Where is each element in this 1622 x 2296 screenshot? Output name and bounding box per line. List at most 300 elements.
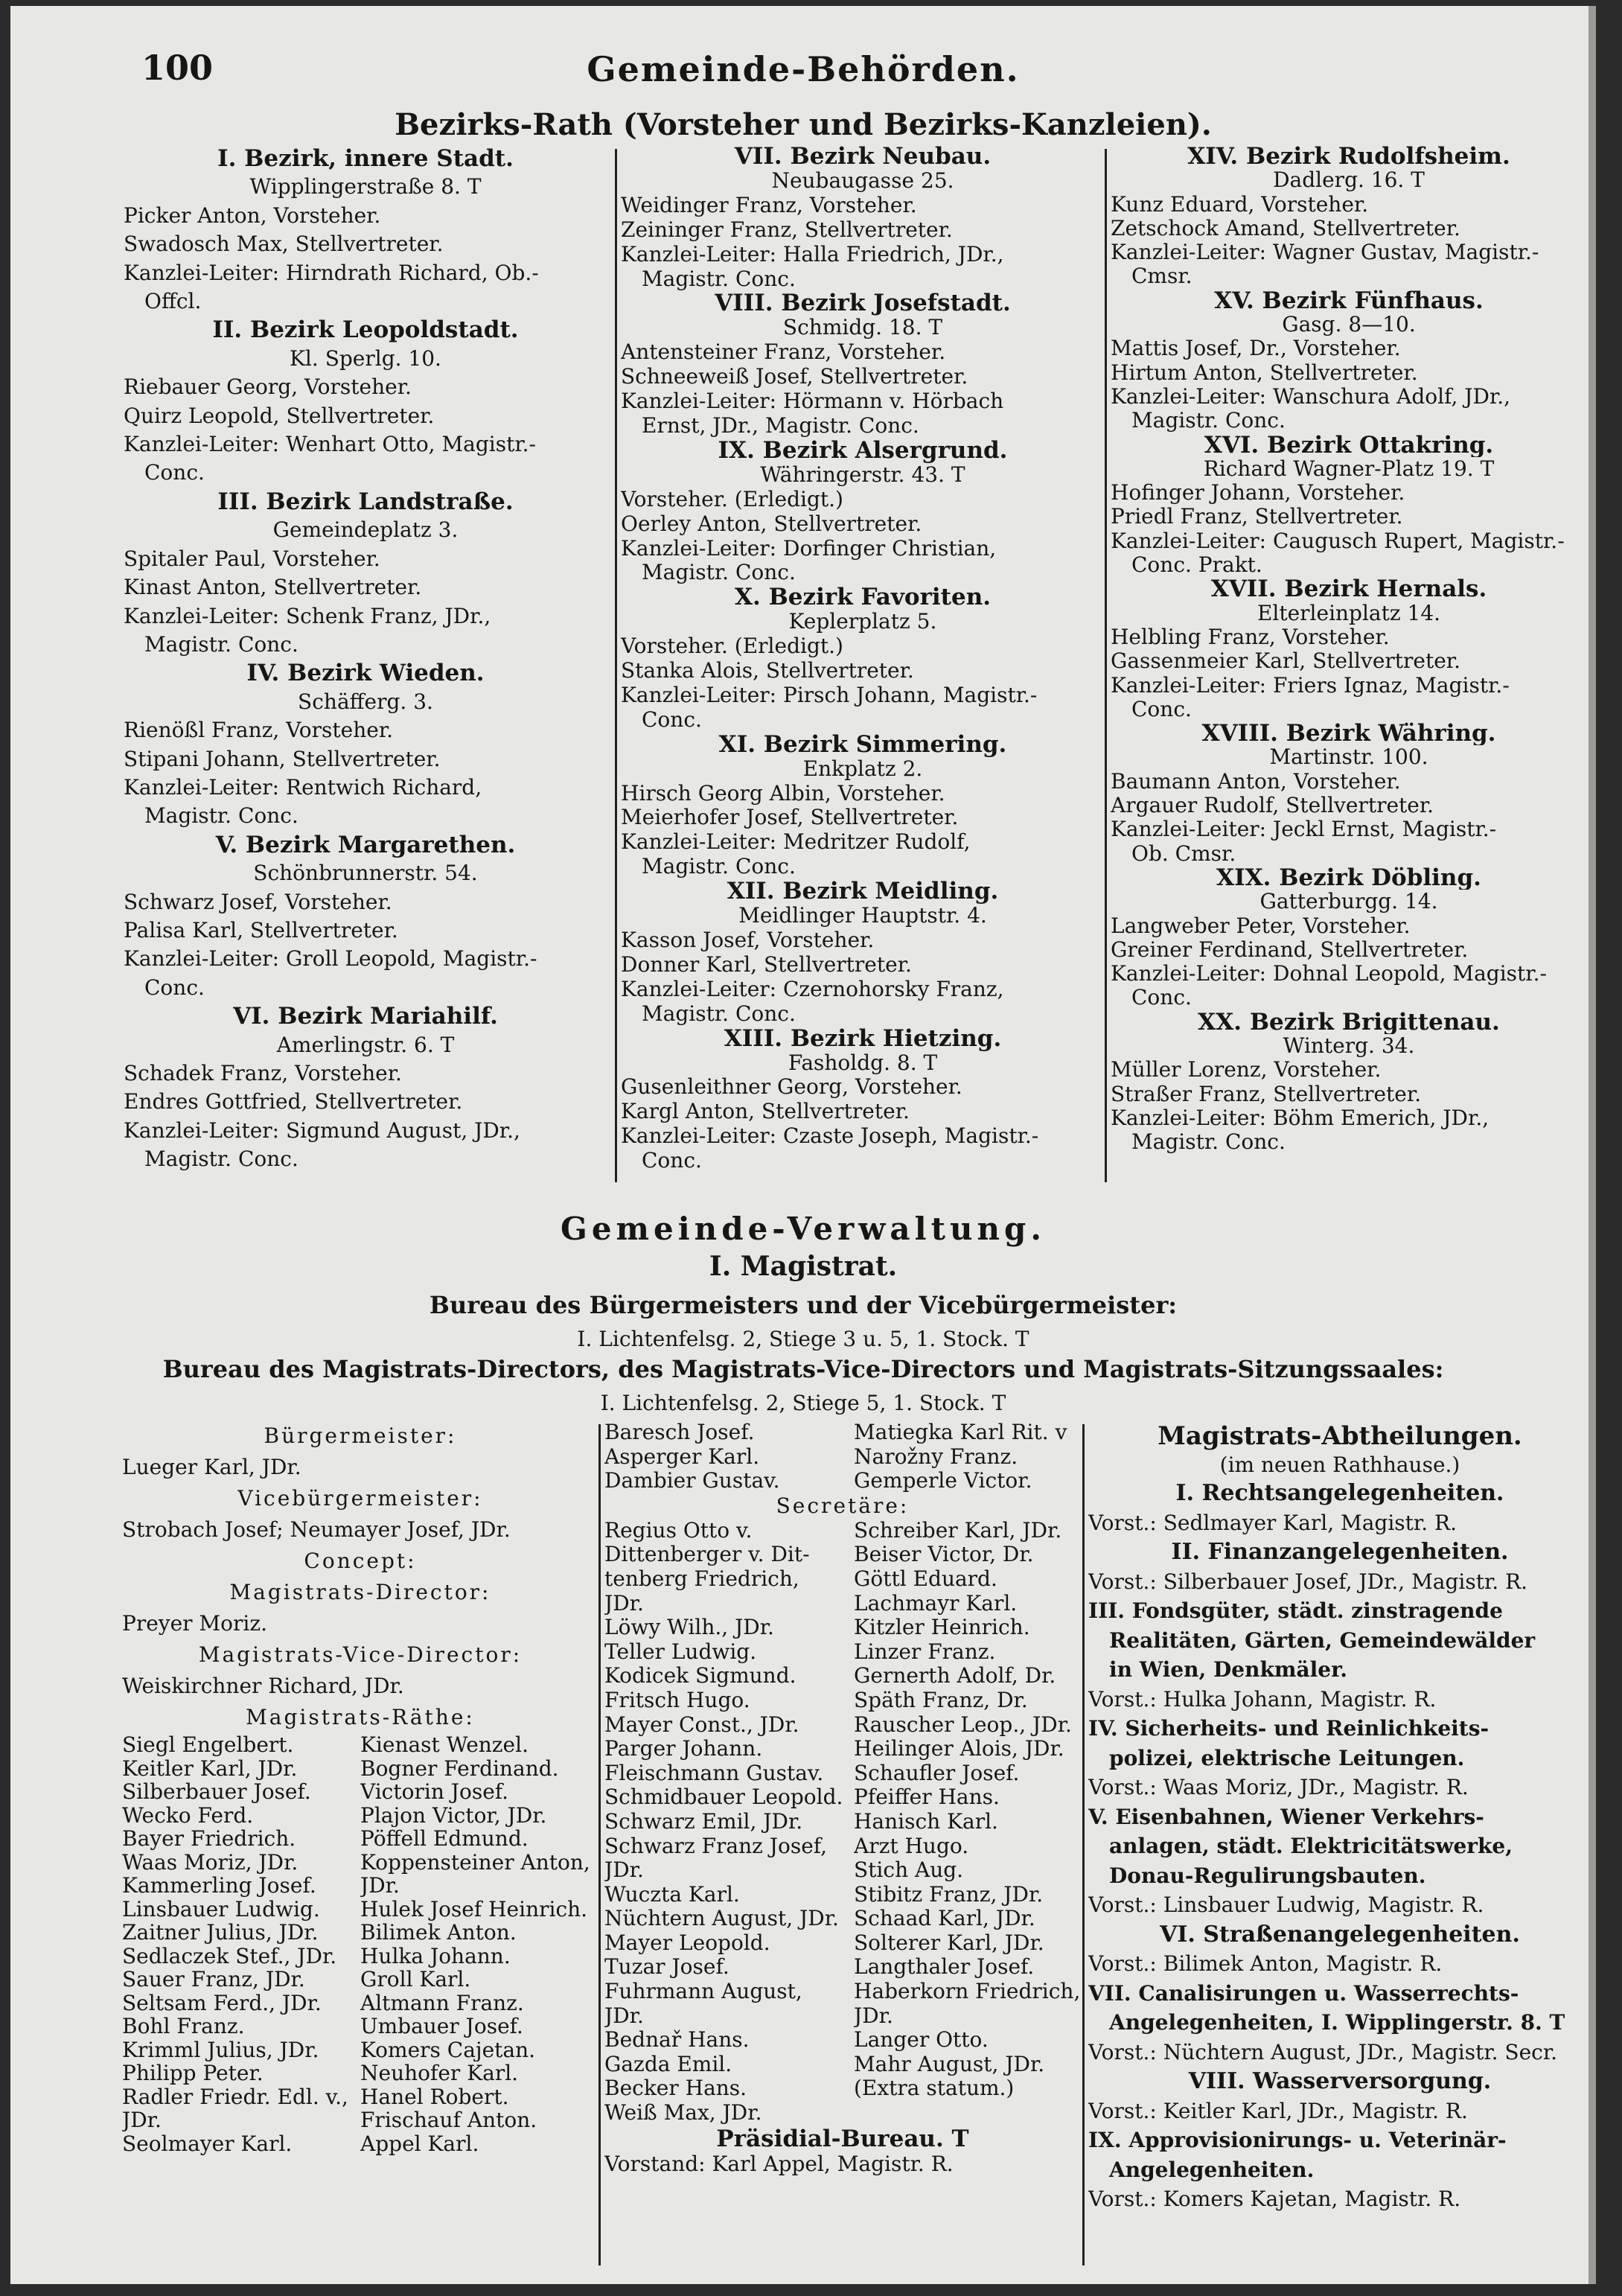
entry-line: Kanzlei-Leiter: Wenhart Otto, Magistr.- <box>124 432 537 457</box>
secretary-row-name: Wuczta Karl. <box>604 1882 740 1907</box>
concept-entry: Lueger Karl, JDr. <box>122 1455 301 1479</box>
councillor-name: Hanel Robert. <box>360 2085 509 2108</box>
secretary-row-name: JDr. <box>604 1858 644 1883</box>
councillor-name: Groll Karl. <box>360 1968 471 1992</box>
councillor-row <box>122 1827 598 1851</box>
scanned-page <box>10 6 1596 2284</box>
district-heading: IV. Bezirk Wieden. <box>246 660 485 687</box>
councillor-name: Umbauer Josef. <box>360 2015 523 2038</box>
district-heading: XVII. Bezirk Hernals. <box>1210 577 1487 602</box>
secretary-row-name: Hanisch Karl. <box>854 1809 998 1834</box>
secretary-row-name: Beiser Victor, Dr. <box>854 1543 1034 1567</box>
councillor-row <box>122 1851 598 1875</box>
bureau-mayor-heading: Bureau des Bürgermeisters und der Vicebürgermeister: <box>429 1291 1178 1319</box>
department-heading: VIII. Wasserversorgung. <box>1188 2068 1492 2094</box>
column-rule <box>598 1424 601 2265</box>
entry-line: Weidinger Franz, Vorsteher. <box>621 193 917 217</box>
district-heading: VIII. Bezirk Josefstadt. <box>715 291 1011 316</box>
councillor-name: Kammerling Josef. <box>122 1874 316 1898</box>
department-heading: polizei, elektrische Leitungen. <box>1109 1745 1465 1770</box>
secretary-row <box>604 1883 1081 1907</box>
column-rule <box>615 149 617 1182</box>
entry-line: Conc. <box>1131 986 1192 1010</box>
department-heading: VI. Straßenangelegenheiten. <box>1160 1921 1520 1948</box>
entry-line: Baumann Anton, Vorsteher. <box>1111 769 1401 794</box>
secretary-row <box>604 1713 1081 1738</box>
entry-line: Conc. Prakt. <box>1131 553 1262 578</box>
secretary-row-name: Kitzler Heinrich. <box>854 1616 1030 1640</box>
district-address: Schäfferg. 3. <box>298 689 433 714</box>
secretary-row-name: Mahr August, JDr. <box>854 2052 1045 2076</box>
secretary-row-name: Gazda Emil. <box>604 2052 732 2076</box>
councillor-name: Komers Cajetan. <box>360 2038 536 2061</box>
entry-line: Oerley Anton, Stellvertreter. <box>621 511 922 536</box>
secretary-row-name: Schaad Karl, JDr. <box>854 1907 1035 1931</box>
secretary-row-name: JDr. <box>604 1591 644 1616</box>
entry-line: Conc. <box>642 1149 702 1173</box>
secretary-row <box>604 1543 1081 1567</box>
entry-line: Kanzlei-Leiter: Hörmann v. Hörbach <box>621 389 1004 414</box>
secretary-row-name: tenberg Friedrich, <box>604 1566 799 1591</box>
entry-line: Kanzlei-Leiter: Hirndrath Richard, Ob.- <box>124 260 539 285</box>
department-heading: Donau-Regulirungsbauten. <box>1109 1863 1426 1888</box>
entry-line: Kargl Anton, Stellvertreter. <box>621 1100 910 1124</box>
district-address: Neubaugasse 25. <box>771 168 954 193</box>
entry-line: Priedl Franz, Stellvertreter. <box>1111 505 1403 529</box>
councillor-name: Koppensteiner Anton, <box>360 1850 590 1874</box>
district-heading: IX. Bezirk Alsergrund. <box>718 438 1008 463</box>
secretary-row-name: Teller Ludwig. <box>604 1639 757 1664</box>
secretaries-label: Secretäre: <box>776 1493 910 1518</box>
entry-line: Kanzlei-Leiter: Rentwich Richard, <box>124 774 482 800</box>
entry-line: Kanzlei-Leiter: Czernohorsky Franz, <box>621 977 1004 1001</box>
entry-line: Langweber Peter, Vorsteher. <box>1111 913 1411 938</box>
department-head: Vorst.: Sedlmayer Karl, Magistr. R. <box>1088 1510 1457 1535</box>
district-heading: II. Bezirk Leopoldstadt. <box>212 316 519 344</box>
entry-line: Donner Karl, Stellvertreter. <box>621 952 912 977</box>
district-heading: I. Bezirk, innere Stadt. <box>217 145 514 172</box>
secretary-row <box>604 1955 1081 1980</box>
district-address: Wipplingerstraße 8. T <box>249 174 482 200</box>
entry-line: Zetschock Amand, Stellvertreter. <box>1111 216 1460 240</box>
secretary-row-name: Rauscher Leop., JDr. <box>854 1712 1072 1737</box>
district-heading: VI. Bezirk Mariahilf. <box>233 1003 498 1030</box>
secretary-row-name: Kodicek Sigmund. <box>604 1664 796 1688</box>
entry-line: Magistr. Conc. <box>144 803 298 829</box>
district-heading: XIV. Bezirk Rudolfsheim. <box>1187 144 1510 169</box>
department-heading: IX. Approvisionirungs- u. Veterinär- <box>1088 2128 1507 2152</box>
councillor-row <box>122 2085 598 2109</box>
secretary-row-name: Lachmayr Karl. <box>854 1591 1018 1616</box>
entry-line: Magistr. Conc. <box>642 561 796 585</box>
department-heading: I. Rechtsangelegenheiten. <box>1175 1480 1504 1506</box>
department-head: Vorst.: Waas Moriz, JDr., Magistr. R. <box>1088 1775 1469 1799</box>
district-heading: XX. Bezirk Brigittenau. <box>1198 1010 1500 1034</box>
concept-entry: Bürgermeister: <box>264 1423 457 1448</box>
councillor-name: Keitler Karl, JDr. <box>122 1756 298 1780</box>
councillor-row-name: Asperger Karl. <box>604 1444 760 1469</box>
secretary-row <box>604 1785 1081 1810</box>
entry-line: Kanzlei-Leiter: Groll Leopold, Magistr.- <box>124 946 537 972</box>
councillor-row-name: Narožny Franz. <box>854 1444 1018 1469</box>
entry-line: Vorsteher. (Erledigt.) <box>621 487 843 511</box>
department-heading: Angelegenheiten. <box>1109 2157 1315 2182</box>
councillor-row <box>604 1469 1081 1493</box>
secretary-row-name: Linzer Franz. <box>854 1639 996 1664</box>
secretary-row-name: Regius Otto v. <box>604 1518 753 1543</box>
district-heading: X. Bezirk Favoriten. <box>734 585 992 610</box>
entry-line: Meierhofer Josef, Stellvertreter. <box>621 806 959 830</box>
district-address: Währingerstr. 43. T <box>760 462 965 487</box>
councillor-row <box>122 2061 598 2085</box>
entry-line: Mattis Josef, Dr., Vorsteher. <box>1111 337 1401 361</box>
entry-line: Argauer Rudolf, Stellvertreter. <box>1111 794 1434 818</box>
district-heading: XVI. Bezirk Ottakring. <box>1204 433 1494 457</box>
departments-column <box>1088 1420 1591 2214</box>
councillor-name: Silberbauer Josef. <box>122 1780 311 1804</box>
district-address: Keplerplatz 5. <box>788 610 937 634</box>
secretary-row-name: Fleischmann Gustav. <box>604 1761 824 1785</box>
councillor-name: Pöffell Edmund. <box>360 1827 529 1851</box>
councillor-name: Philipp Peter. <box>122 2061 264 2085</box>
secretary-row-name: Göttl Eduard. <box>854 1566 997 1591</box>
entry-line: Stanka Alois, Stellvertreter. <box>621 659 914 683</box>
councillor-row-name: Baresch Josef. <box>604 1420 755 1444</box>
district-heading: XVIII. Bezirk Währing. <box>1201 721 1496 746</box>
councillor-row <box>122 1733 598 1757</box>
councillor-name: Plajon Victor, JDr. <box>360 1803 547 1827</box>
secretary-row <box>604 2028 1081 2053</box>
entry-line: Gassenmeier Karl, Stellvertreter. <box>1111 649 1461 674</box>
secretary-row <box>604 2101 1081 2126</box>
councillor-name: Krimml Julius, JDr. <box>122 2038 319 2061</box>
councillor-row <box>122 2038 598 2062</box>
secretary-row-name: Becker Hans. <box>604 2076 747 2101</box>
councillor-name: Hulka Johann. <box>360 1944 511 1968</box>
page-title: Gemeinde-Behörden. <box>587 49 1020 89</box>
councillor-row <box>122 1780 598 1804</box>
secretary-row-name: Löwy Wilh., JDr. <box>604 1616 774 1640</box>
entry-line: Stipani Johann, Stellvertreter. <box>124 746 441 771</box>
entry-line: Kanzlei-Leiter: Medritzer Rudolf, <box>621 830 971 855</box>
secretary-row-name: Schreiber Karl, JDr. <box>854 1518 1062 1543</box>
secretary-row <box>604 1858 1081 1883</box>
entry-line: Kanzlei-Leiter: Halla Friedrich, JDr., <box>621 242 1004 267</box>
entry-line: Magistr. Conc. <box>144 631 298 657</box>
councillor-name: Bilimek Anton. <box>360 1921 517 1945</box>
councillor-name: Zaitner Julius, JDr. <box>122 1921 319 1945</box>
secretaries-column <box>604 1420 1081 2176</box>
district-heading: XV. Bezirk Fünfhaus. <box>1214 288 1484 313</box>
entry-line: Cmsr. <box>1131 264 1192 289</box>
entry-line: Hofinger Johann, Vorsteher. <box>1111 481 1405 506</box>
district-heading: XIX. Bezirk Döbling. <box>1216 865 1481 890</box>
secretary-row-name: Gernerth Adolf, Dr. <box>854 1664 1056 1688</box>
entry-line: Magistr. Conc. <box>1131 1130 1286 1155</box>
secretary-row-name: JDr. <box>604 2003 644 2028</box>
entry-line: Greiner Ferdinand, Stellvertreter. <box>1111 937 1469 962</box>
secretary-row-name: Bednař Hans. <box>604 2028 750 2053</box>
councillor-name: Frischauf Anton. <box>360 2108 537 2132</box>
entry-line: Schwarz Josef, Vorsteher. <box>124 889 392 914</box>
concept-entry: Vicebürgermeister: <box>237 1486 483 1511</box>
magistrat-heading: I. Magistrat. <box>709 1251 898 1282</box>
district-address: Schmidg. 18. T <box>782 316 943 340</box>
concept-entry: Strobach Josef; Neumayer Josef, JDr. <box>122 1517 511 1542</box>
district-address: Kl. Sperlg. 10. <box>290 345 441 371</box>
secretary-row <box>604 1834 1081 1859</box>
entry-line: Antensteiner Franz, Vorsteher. <box>621 340 946 365</box>
councillor-name: Neuhofer Karl. <box>360 2061 519 2085</box>
entry-line: Kanzlei-Leiter: Böhm Emerich, JDr., <box>1111 1106 1490 1130</box>
department-heading: Angelegenheiten, I. Wipplingerstr. 8. T <box>1109 2010 1565 2035</box>
entry-line: Zeininger Franz, Stellvertreter. <box>621 217 953 242</box>
secretary-row-name: Stibitz Franz, JDr. <box>854 1882 1044 1907</box>
district-address: Winterg. 34. <box>1283 1033 1415 1058</box>
concept-column <box>122 1420 598 2155</box>
councillor-name: Siegl Engelbert. <box>122 1733 294 1757</box>
secretary-row-name: JDr. <box>854 2003 893 2028</box>
section-heading-gemeinde-verwaltung: Gemeinde-Verwaltung. <box>560 1211 1047 1247</box>
district-address: Martinstr. 100. <box>1269 745 1428 770</box>
councillor-row <box>122 1968 598 1992</box>
councillor-row <box>122 1874 598 1898</box>
entry-line: Quirz Leopold, Stellvertreter. <box>124 403 435 428</box>
department-heading: IV. Sicherheits- und Reinlichkeits- <box>1088 1716 1490 1741</box>
entry-line: Kanzlei-Leiter: Pirsch Johann, Magistr.- <box>621 683 1038 707</box>
entry-line: Helbling Franz, Vorsteher. <box>1111 625 1390 649</box>
secretary-row <box>604 1640 1081 1665</box>
secretary-row-name: Fuhrmann August, <box>604 1980 802 2004</box>
councillor-name: Kienast Wenzel. <box>360 1733 529 1757</box>
entry-line: Kanzlei-Leiter: Sigmund August, JDr., <box>124 1117 520 1143</box>
entry-line: Swadosch Max, Stellvertreter. <box>124 232 444 257</box>
councillor-name: Bogner Ferdinand. <box>360 1756 559 1780</box>
concept-entry: Magistrats-Vice-Director: <box>198 1642 523 1667</box>
councillor-name: Radler Friedr. Edl. v., <box>122 2085 348 2108</box>
entry-line: Magistr. Conc. <box>1131 409 1286 433</box>
councillor-name: Seltsam Ferd., JDr. <box>122 1991 322 2015</box>
councillor-name: Wecko Ferd. <box>122 1803 254 1827</box>
presidial-bureau-head: Vorstand: Karl Appel, Magistr. R. <box>604 2152 954 2176</box>
district-heading: XIII. Bezirk Hietzing. <box>724 1026 1002 1051</box>
entry-line: Hirtum Anton, Stellvertreter. <box>1111 360 1418 385</box>
secretary-row <box>604 1810 1081 1834</box>
district-address: Meidlinger Hauptstr. 4. <box>738 904 987 928</box>
department-head: Vorst.: Linsbauer Ludwig, Magistr. R. <box>1088 1892 1484 1917</box>
department-heading: VII. Canalisirungen u. Wasserrechts- <box>1088 1980 1519 2006</box>
district-heading: XII. Bezirk Meidling. <box>727 879 999 905</box>
secretary-row-name: Nüchtern August, JDr. <box>604 1907 839 1931</box>
entry-line: Ob. Cmsr. <box>1131 841 1236 866</box>
entry-line: Conc. <box>1131 697 1192 721</box>
secretary-row-name: Schmidbauer Leopold. <box>604 1785 843 1810</box>
councillor-row <box>122 1804 598 1828</box>
councillor-name: Altmann Franz. <box>360 1991 524 2015</box>
councillor-row-name: Gemperle Victor. <box>854 1469 1032 1493</box>
secretary-row-name: Solterer Karl, JDr. <box>854 1930 1044 1955</box>
department-head: Vorst.: Komers Kajetan, Magistr. R. <box>1088 2187 1461 2211</box>
secretary-row-name: Arzt Hugo. <box>854 1834 969 1858</box>
councillor-row <box>122 2132 598 2156</box>
secretary-row-name: Schaufler Josef. <box>854 1761 1020 1785</box>
entry-line: Kinast Anton, Stellvertreter. <box>124 575 422 600</box>
secretary-row-name: (Extra statum.) <box>854 2076 1015 2101</box>
department-heading: II. Finanzangelegenheiten. <box>1171 1539 1509 1565</box>
secretary-row-name: Parger Johann. <box>604 1737 763 1761</box>
district-address: Elterleinplatz 14. <box>1257 601 1441 625</box>
entry-line: Hirsch Georg Albin, Vorsteher. <box>621 781 945 806</box>
entry-line: Conc. <box>642 707 702 732</box>
councillor-row <box>604 1420 1081 1445</box>
district-address: Enkplatz 2. <box>802 756 923 781</box>
department-heading: III. Fondsgüter, städt. zinstragende <box>1088 1598 1503 1623</box>
district-address: Gemeindeplatz 3. <box>272 517 459 543</box>
entry-line: Schadek Franz, Vorsteher. <box>124 1061 402 1085</box>
councillor-name: Bayer Friedrich. <box>122 1827 296 1851</box>
secretary-row <box>604 1761 1081 1786</box>
presidial-bureau-heading: Präsidial-Bureau. T <box>716 2125 969 2152</box>
entry-line: Riebauer Georg, Vorsteher. <box>124 374 412 400</box>
department-heading: anlagen, städt. Elektricitätswerke, <box>1109 1834 1513 1858</box>
district-heading: V. Bezirk Margarethen. <box>215 831 516 858</box>
district-address: Fasholdg. 8. T <box>788 1050 938 1075</box>
entry-line: Conc. <box>144 460 205 485</box>
entry-line: Magistr. Conc. <box>642 855 796 879</box>
secretary-row-name: Heilinger Alois, JDr. <box>854 1737 1064 1761</box>
councillor-row-name: Dambier Gustav. <box>604 1469 780 1493</box>
councillor-row <box>122 2108 598 2132</box>
district-heading: III. Bezirk Landstraße. <box>217 488 514 515</box>
entry-line: Kanzlei-Leiter: Schenk Franz, JDr., <box>124 603 491 628</box>
section-heading-bezirks-rath: Bezirks-Rath (Vorsteher und Bezirks-Kanzleien). <box>395 107 1212 142</box>
department-head: Vorst.: Hulka Johann, Magistr. R. <box>1088 1686 1437 1712</box>
entry-line: Rienößl Franz, Vorsteher. <box>124 718 394 743</box>
councillor-row <box>122 1992 598 2015</box>
secretary-row <box>604 1737 1081 1761</box>
secretary-row-name: Tuzar Josef. <box>604 1955 729 1980</box>
entry-line: Kanzlei-Leiter: Dohnal Leopold, Magistr.- <box>1111 962 1547 986</box>
department-head: Vorst.: Keitler Karl, JDr., Magistr. R. <box>1088 2098 1468 2123</box>
entry-line: Magistr. Conc. <box>642 1001 796 1026</box>
councillor-row <box>122 1945 598 1968</box>
secretary-row-name: Späth Franz, Dr. <box>854 1688 1028 1712</box>
secretary-row-name: Weiß Max, JDr. <box>604 2101 762 2126</box>
department-head: Vorst.: Nüchtern August, JDr., Magistr. Secr. <box>1088 2039 1558 2064</box>
entry-line: Spitaler Paul, Vorsteher. <box>124 546 380 571</box>
district-heading: XI. Bezirk Simmering. <box>718 732 1007 757</box>
district-column-3 <box>1111 144 1587 1154</box>
entry-line: Kasson Josef, Vorsteher. <box>621 928 875 952</box>
secretary-row <box>604 1567 1081 1592</box>
entry-line: Kanzlei-Leiter: Czaste Joseph, Magistr.- <box>621 1124 1039 1149</box>
concept-entry: Magistrats-Director: <box>229 1580 491 1604</box>
entry-line: Müller Lorenz, Vorsteher. <box>1111 1058 1382 1082</box>
entry-line: Schneeweiß Josef, Stellvertreter. <box>621 365 968 389</box>
secretary-row <box>604 1664 1081 1688</box>
district-address: Schönbrunnerstr. 54. <box>253 861 478 886</box>
secretary-row-name: Langthaler Josef. <box>854 1955 1035 1980</box>
district-address: Gasg. 8—10. <box>1282 313 1416 337</box>
bureau-director-address: I. Lichtenfelsg. 2, Stiege 5, 1. Stock. T <box>600 1391 1006 1415</box>
departments-title: Magistrats-Abtheilungen. <box>1158 1421 1522 1451</box>
district-address: Dadlerg. 16. T <box>1273 168 1425 193</box>
entry-line: Gusenleithner Georg, Vorsteher. <box>621 1075 962 1100</box>
entry-line: Kanzlei-Leiter: Wagner Gustav, Magistr.- <box>1111 240 1539 265</box>
secretary-row-name <box>854 2101 1081 2126</box>
district-column-2 <box>621 144 1105 1173</box>
secretary-row-name: Fritsch Hugo. <box>604 1688 750 1712</box>
entry-line: Conc. <box>144 975 205 1000</box>
entry-line: Ernst, JDr., Magistr. Conc. <box>642 413 919 438</box>
councillor-name: Linsbauer Ludwig. <box>122 1897 320 1921</box>
secretary-row-name: Stich Aug. <box>854 1858 964 1883</box>
councillor-row <box>122 1921 598 1945</box>
bureau-mayor-address: I. Lichtenfelsg. 2, Stiege 3 u. 5, 1. Stock. T <box>577 1327 1029 1351</box>
secretary-row <box>604 1592 1081 1616</box>
councillor-name: JDr. <box>122 2108 162 2132</box>
councillor-name: Bohl Franz. <box>122 2015 245 2038</box>
concept-entry: Preyer Moriz. <box>122 1611 267 1636</box>
entry-line: Offcl. <box>144 289 202 314</box>
secretary-row <box>604 2004 1081 2029</box>
entry-line: Endres Gottfried, Stellvertreter. <box>124 1089 463 1114</box>
secretary-row <box>604 1616 1081 1640</box>
secretary-row <box>604 2053 1081 2077</box>
district-address: Gatterburgg. 14. <box>1259 890 1438 914</box>
councillor-name: Sedlaczek Stef., JDr. <box>122 1944 337 1968</box>
secretary-row-name: Dittenberger v. Dit- <box>604 1543 810 1567</box>
district-heading: VII. Bezirk Neubau. <box>734 144 992 169</box>
secretary-row <box>604 1519 1081 1543</box>
departments-subtitle: (im neuen Rathhause.) <box>1219 1452 1460 1477</box>
councillor-name: Waas Moriz, JDr. <box>122 1850 298 1874</box>
councillor-name: Appel Karl. <box>360 2131 479 2155</box>
councillor-row <box>122 1898 598 1922</box>
column-rule <box>1082 1424 1085 2265</box>
page-number: 100 <box>141 48 214 88</box>
secretary-row <box>604 1907 1081 1931</box>
department-heading: in Wien, Denkmäler. <box>1109 1657 1348 1682</box>
entry-line: Kanzlei-Leiter: Jeckl Ernst, Magistr.- <box>1111 817 1497 842</box>
councillor-name: Seolmayer Karl. <box>122 2131 293 2155</box>
department-heading: V. Eisenbahnen, Wiener Verkehrs- <box>1088 1804 1484 1829</box>
entry-line: Picker Anton, Vorsteher. <box>124 203 381 228</box>
councillor-row <box>122 1757 598 1781</box>
councillor-row-name: Matiegka Karl Rit. v <box>854 1420 1067 1444</box>
secretary-row <box>604 1931 1081 1956</box>
secretary-row-name: Langer Otto. <box>854 2028 989 2053</box>
councillor-row <box>604 1445 1081 1470</box>
entry-line: Magistr. Conc. <box>144 1147 298 1172</box>
councillor-row <box>122 2015 598 2038</box>
district-column-1 <box>124 144 607 1174</box>
secretary-row-name: Mayer Const., JDr. <box>604 1712 799 1737</box>
entry-line: Vorsteher. (Erledigt.) <box>621 634 843 659</box>
secretary-row <box>604 2076 1081 2101</box>
councillor-name: Victorin Josef. <box>360 1780 509 1804</box>
district-address: Richard Wagner-Platz 19. T <box>1203 456 1495 481</box>
concept-entry: Magistrats-Räthe: <box>246 1705 475 1729</box>
entry-line: Kunz Eduard, Vorsteher. <box>1111 192 1369 217</box>
secretary-row-name: Pfeiffer Hans. <box>854 1785 1000 1810</box>
councillor-name: JDr. <box>360 1874 400 1898</box>
entry-line: Kanzlei-Leiter: Caugusch Rupert, Magistr.- <box>1111 529 1565 553</box>
district-address: Amerlingstr. 6. T <box>276 1032 455 1057</box>
councillor-name: Hulek Josef Heinrich. <box>360 1897 588 1921</box>
entry-line: Kanzlei-Leiter: Dorfinger Christian, <box>621 536 997 561</box>
entry-line: Straßer Franz, Stellvertreter. <box>1111 1082 1422 1106</box>
